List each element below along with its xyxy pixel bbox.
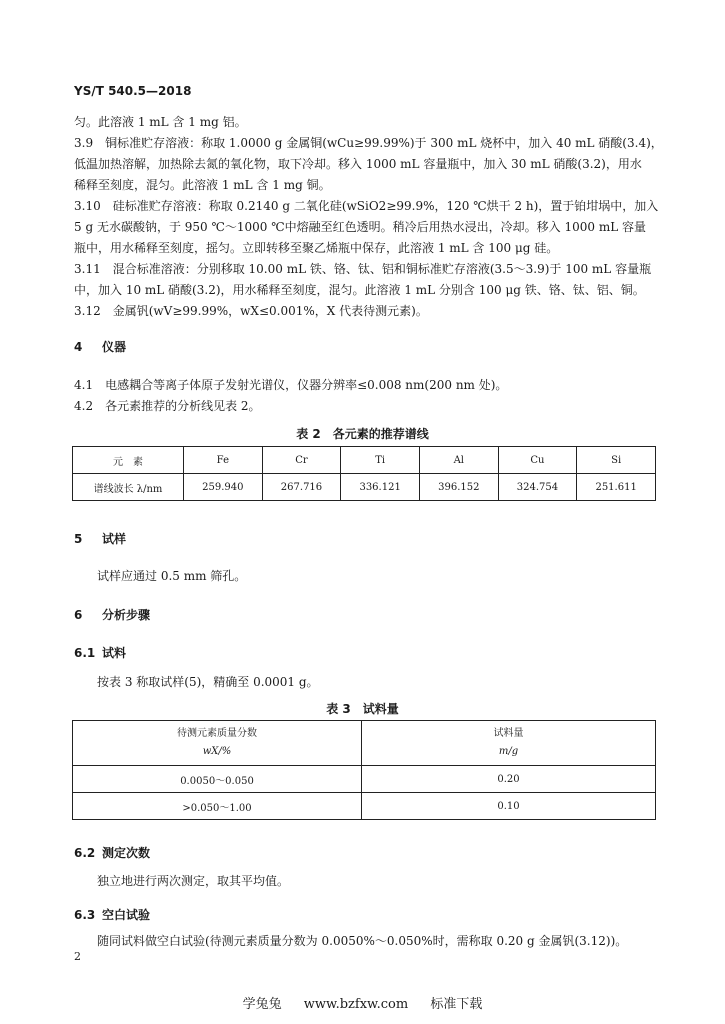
section-title: 试料	[102, 646, 127, 660]
paragraph-3-9-line2: 低温加热溶解，加热除去氮的氧化物，取下冷却。移入 1000 mL 容量瓶中，加入 30 mL 硝酸(3.2)，用水	[74, 157, 642, 171]
table2-row-header: 谱线波长 λ/nm	[73, 474, 184, 501]
table2-element-cell: Cr	[262, 447, 341, 474]
paragraph-3-9-line3: 稀释至刻度，混匀。此溶液 1 mL 含 1 mg 铜。	[74, 178, 331, 192]
table2-wavelength-cell: 336.121	[341, 474, 420, 501]
section-heading-5	[74, 530, 126, 547]
section-title: 测定次数	[102, 846, 151, 860]
section-heading-6	[74, 606, 150, 623]
section-heading-4	[74, 338, 126, 355]
section-number: 6.2	[74, 846, 96, 860]
table3-col1-unit: wX/%	[202, 746, 232, 757]
section-number: 5	[74, 532, 83, 546]
footer-url[interactable]: www.bzfxw.com	[303, 997, 409, 1012]
section-title: 试样	[102, 532, 127, 546]
paragraph-4-2: 4.2 各元素推荐的分析线见表 2。	[74, 399, 261, 413]
table3-range-cell: 0.0050～0.050	[73, 766, 362, 793]
section-heading-6-1	[74, 644, 126, 661]
table3-col2-header: 试料量	[493, 728, 524, 739]
table2-wavelength-cell: 251.611	[577, 474, 656, 501]
page-number: 2	[74, 950, 81, 963]
section-heading-6-3	[74, 906, 150, 923]
section-heading-6-2	[74, 844, 150, 861]
section-number: 4	[74, 340, 83, 354]
paragraph-6-3: 随同试料做空白试验(待测元素质量分数为 0.0050%～0.050%时，需称取 0.20 g 金属钒(3.12))。	[97, 934, 628, 948]
table2-element-cell: Fe	[184, 447, 263, 474]
table2-element-cell: Ti	[341, 447, 420, 474]
table2-element-cell: Cu	[498, 447, 577, 474]
table3-range-cell: >0.050～1.00	[73, 793, 362, 820]
paragraph-3-10-line2: 5 g 无水碳酸钠，于 950 ℃～1000 ℃中熔融至红色透明。稍冷后用热水浸出，冷却。移入 1000 mL 容量	[74, 220, 647, 234]
table3-mass-cell: 0.20	[362, 766, 656, 793]
paragraph-continuation: 匀。此溶液 1 mL 含 1 mg 铝。	[74, 115, 247, 129]
table2-element-cell: Si	[577, 447, 656, 474]
table2-wavelength-cell: 267.716	[262, 474, 341, 501]
table2-element-cell: Al	[419, 447, 498, 474]
table3-caption: 表 3 试料量	[326, 702, 399, 716]
table2-wavelength-cell: 259.940	[184, 474, 263, 501]
paragraph-4-1: 4.1 电感耦合等离子体原子发射光谱仪，仪器分辨率≤0.008 nm(200 nm 处)。	[74, 378, 508, 392]
table2-wavelength-cell: 396.152	[419, 474, 498, 501]
table3-col2-unit: m/g	[498, 746, 519, 757]
table3-col1-header: 待测元素质量分数	[177, 728, 257, 739]
table-row	[73, 721, 656, 766]
table-row	[73, 766, 656, 793]
footer-watermark	[0, 993, 725, 1012]
section-number: 6	[74, 608, 83, 622]
standard-code: YS/T 540.5—2018	[74, 84, 192, 98]
section-title: 空白试验	[102, 908, 151, 922]
table2-wavelength-cell: 324.754	[498, 474, 577, 501]
table-row	[73, 447, 656, 474]
footer-tagline: 标准下载	[430, 997, 483, 1012]
paragraph-3-11-line1: 3.11 混合标准溶液：分别移取 10.00 mL 铁、铬、钛、铝和铜标准贮存溶液(3.5～3.9)于 100 mL 容量瓶	[74, 262, 652, 276]
table-sample-mass	[72, 720, 656, 820]
section-title: 仪器	[102, 340, 127, 354]
table-recommended-lines	[72, 446, 656, 501]
paragraph-6-1: 按表 3 称取试样(5)，精确至 0.0001 g。	[97, 675, 319, 689]
footer-site-name: 学兔兔	[242, 997, 282, 1012]
paragraph-5: 试样应通过 0.5 mm 筛孔。	[97, 569, 247, 583]
paragraph-3-12: 3.12 金属钒(wV≥99.99%，wX≤0.001%，X 代表待测元素)。	[74, 304, 428, 318]
section-number: 6.1	[74, 646, 96, 660]
paragraph-3-11-line2: 中，加入 10 mL 硝酸(3.2)，用水稀释至刻度，混匀。此溶液 1 mL 分别含 100 μg 铁、铬、钛、铝、铜。	[74, 283, 645, 297]
paragraph-6-2: 独立地进行两次测定，取其平均值。	[97, 874, 290, 888]
paragraph-3-10-line3: 瓶中，用水稀释至刻度，摇匀。立即转移至聚乙烯瓶中保存，此溶液 1 mL 含 100 μg 硅。	[74, 241, 559, 255]
table2-row-header: 元 素	[73, 447, 184, 474]
paragraph-3-9-line1: 3.9 铜标准贮存溶液：称取 1.0000 g 金属铜(wCu≥99.99%)于 300 mL 烧杯中，加入 40 mL 硝酸(3.4)，	[74, 136, 663, 150]
section-number: 6.3	[74, 908, 96, 922]
paragraph-3-10-line1: 3.10 硅标准贮存溶液：称取 0.2140 g 二氧化硅(wSiO2≥99.9%，120 ℃烘干 2 h)，置于铂坩埚中，加入	[74, 199, 659, 213]
table-row	[73, 474, 656, 501]
section-title: 分析步骤	[102, 608, 151, 622]
table-row	[73, 793, 656, 820]
table3-mass-cell: 0.10	[362, 793, 656, 820]
table3-header-fraction	[73, 721, 362, 766]
table2-caption: 表 2 各元素的推荐谱线	[296, 427, 429, 441]
table3-header-mass	[362, 721, 656, 766]
